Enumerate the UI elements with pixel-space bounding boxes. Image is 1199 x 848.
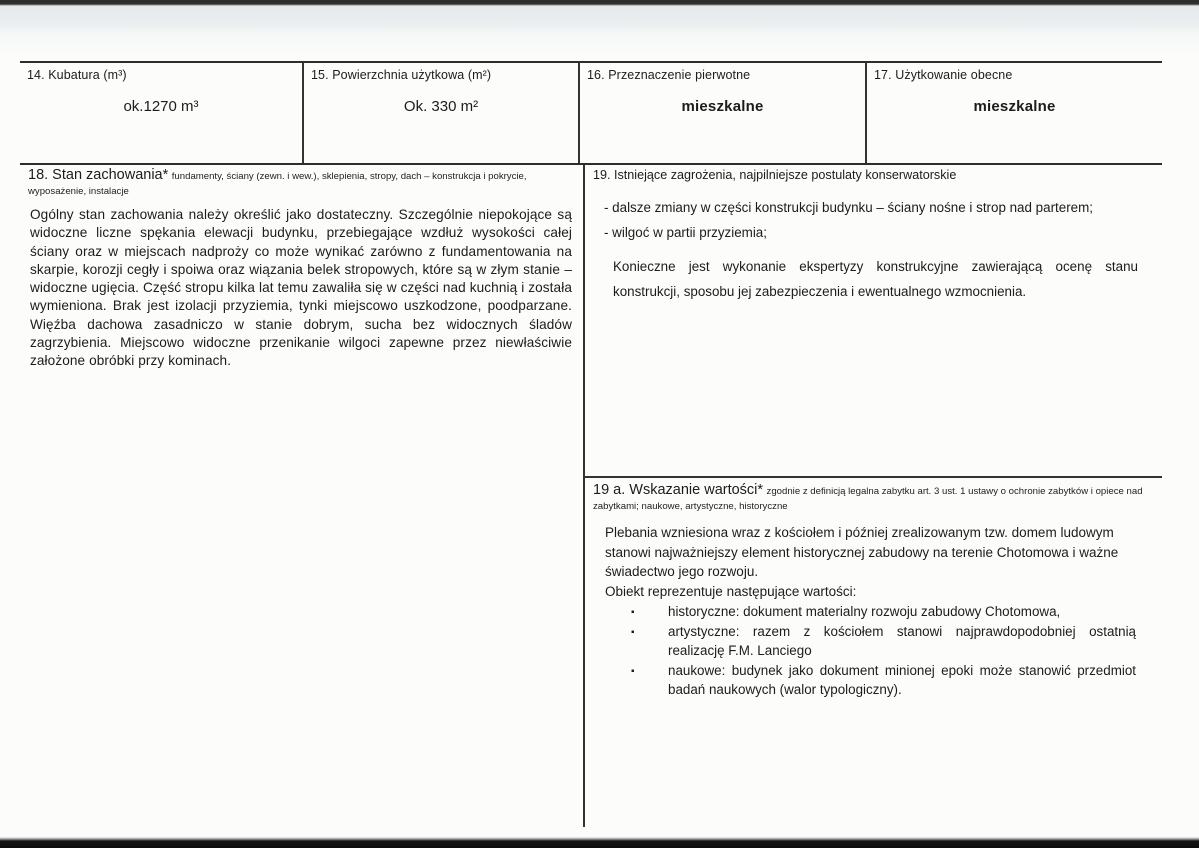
section-19a-intro: Plebania wzniesiona wraz z kościołem i później zrealizowanym tzw. domem ludowym stanowi najważniejszy element historycznej zabudowy na terenie Chotomowa i ważne świadectwo jego rozwoju. <box>605 525 1119 579</box>
section-19-title: 19. Istniejące zagrożenia, najpilniejsze postulaty konserwatorskie <box>593 168 957 182</box>
field-14-label: 14. Kubatura (m³) <box>27 68 127 82</box>
field-15-powierzchnia <box>302 63 578 163</box>
field-14-kubatura <box>20 63 302 163</box>
scan-edge-top <box>0 0 1199 60</box>
scan-edge-bottom <box>0 837 1199 848</box>
field-16-przeznaczenie <box>578 63 865 163</box>
section-19a-wskazanie-wartosci <box>585 476 1162 700</box>
section-19-items <box>604 200 1152 240</box>
section-19-zagrozenia <box>585 165 1162 476</box>
form-sections <box>20 165 1162 827</box>
field-17-value: mieszkalne <box>973 98 1056 115</box>
section-19-item: - wilgoć w partii przyziemia; <box>604 225 767 240</box>
field-17-uzytkowanie <box>865 63 1162 163</box>
section-18-title <box>28 167 574 197</box>
value-item-naukowe: ▪ naukowe: budynek jako dokument minionej epoki może stanowić przedmiot badań naukowych (walor typologiczny). <box>593 661 1152 700</box>
section-19a-list-intro: Obiekt reprezentuje następujące wartości: <box>605 583 857 599</box>
form-row-14-17 <box>20 61 1162 165</box>
right-column <box>583 165 1162 827</box>
field-16-label: 16. Przeznaczenie pierwotne <box>587 68 751 82</box>
value-item-historyczne: ▪ historyczne: dokument materialny rozwoju zabudowy Chotomowa, <box>593 602 1152 622</box>
section-19a-values-list <box>593 602 1152 700</box>
section-19a-title-note: zgodnie z definicją legalna zabytku art. 3 ust. 1 ustawy o ochronie zabytków i opiece nad zabytkami; naukowe, artystyczne, historyczne <box>593 486 1143 512</box>
section-18-stan-zachowania <box>20 165 583 827</box>
section-19a-title <box>593 482 1152 512</box>
value-item-artystyczne: ▪ artystyczne: razem z kościołem stanowi najprawdopodobniej ostatnią realizację F.M. Lanciego <box>593 622 1152 661</box>
field-17-label: 17. Użytkowanie obecne <box>874 68 1013 82</box>
section-19-item: - dalsze zmiany w części konstrukcji budynku – ściany nośne i strop nad parterem; <box>604 200 1093 215</box>
section-19-note: Konieczne jest wykonanie ekspertyzy konstrukcyjne zawierającą ocenę stanu konstrukcji, sposobu jej zabezpieczenia i ewentualnego wzmocnienia. <box>613 259 1138 299</box>
section-19a-title-text: 19 a. Wskazanie wartości* <box>593 482 764 498</box>
section-18-body: Ogólny stan zachowania należy określić jako dostateczny. Szczególnie niepokojące są widoczne liczne spękania elewacji budynku, przebiegające wzdłuż wysokości całej ściany oraz w miejscach nadproży co może wynikać zarówno z fundamentowania na skarpie, korozji cegły i spoiwa oraz wiązania belek stropowych, które są w złym stanie – widoczne ugięcia. Część stropu kilka lat temu zawaliła się w części nad kuchnią i została wymieniona. Brak jest izolacji przyziemia, tynki miejscowo uszkodzone, poodparzane. Więźba dachowa zasadniczo w stanie dobrym, sucha bez widocznych śladów zagrzybienia. Miejscowo widoczne przenikanie wilgoci zapewne przez niewłaściwie założone obróbki przy kominach. <box>30 207 572 369</box>
field-16-value: mieszkalne <box>681 98 764 115</box>
section-18-title-text: 18. Stan zachowania* <box>28 167 169 183</box>
section-18-title-note: fundamenty, ściany (zewn. i wew.), sklepienia, stropy, dach – konstrukcja i pokrycie, wyposażenie, instalacje <box>28 171 527 197</box>
field-14-value: ok.1270 m³ <box>123 98 199 115</box>
field-15-label: 15. Powierzchnia użytkowa (m²) <box>311 68 492 82</box>
field-15-value: Ok. 330 m² <box>403 98 479 115</box>
